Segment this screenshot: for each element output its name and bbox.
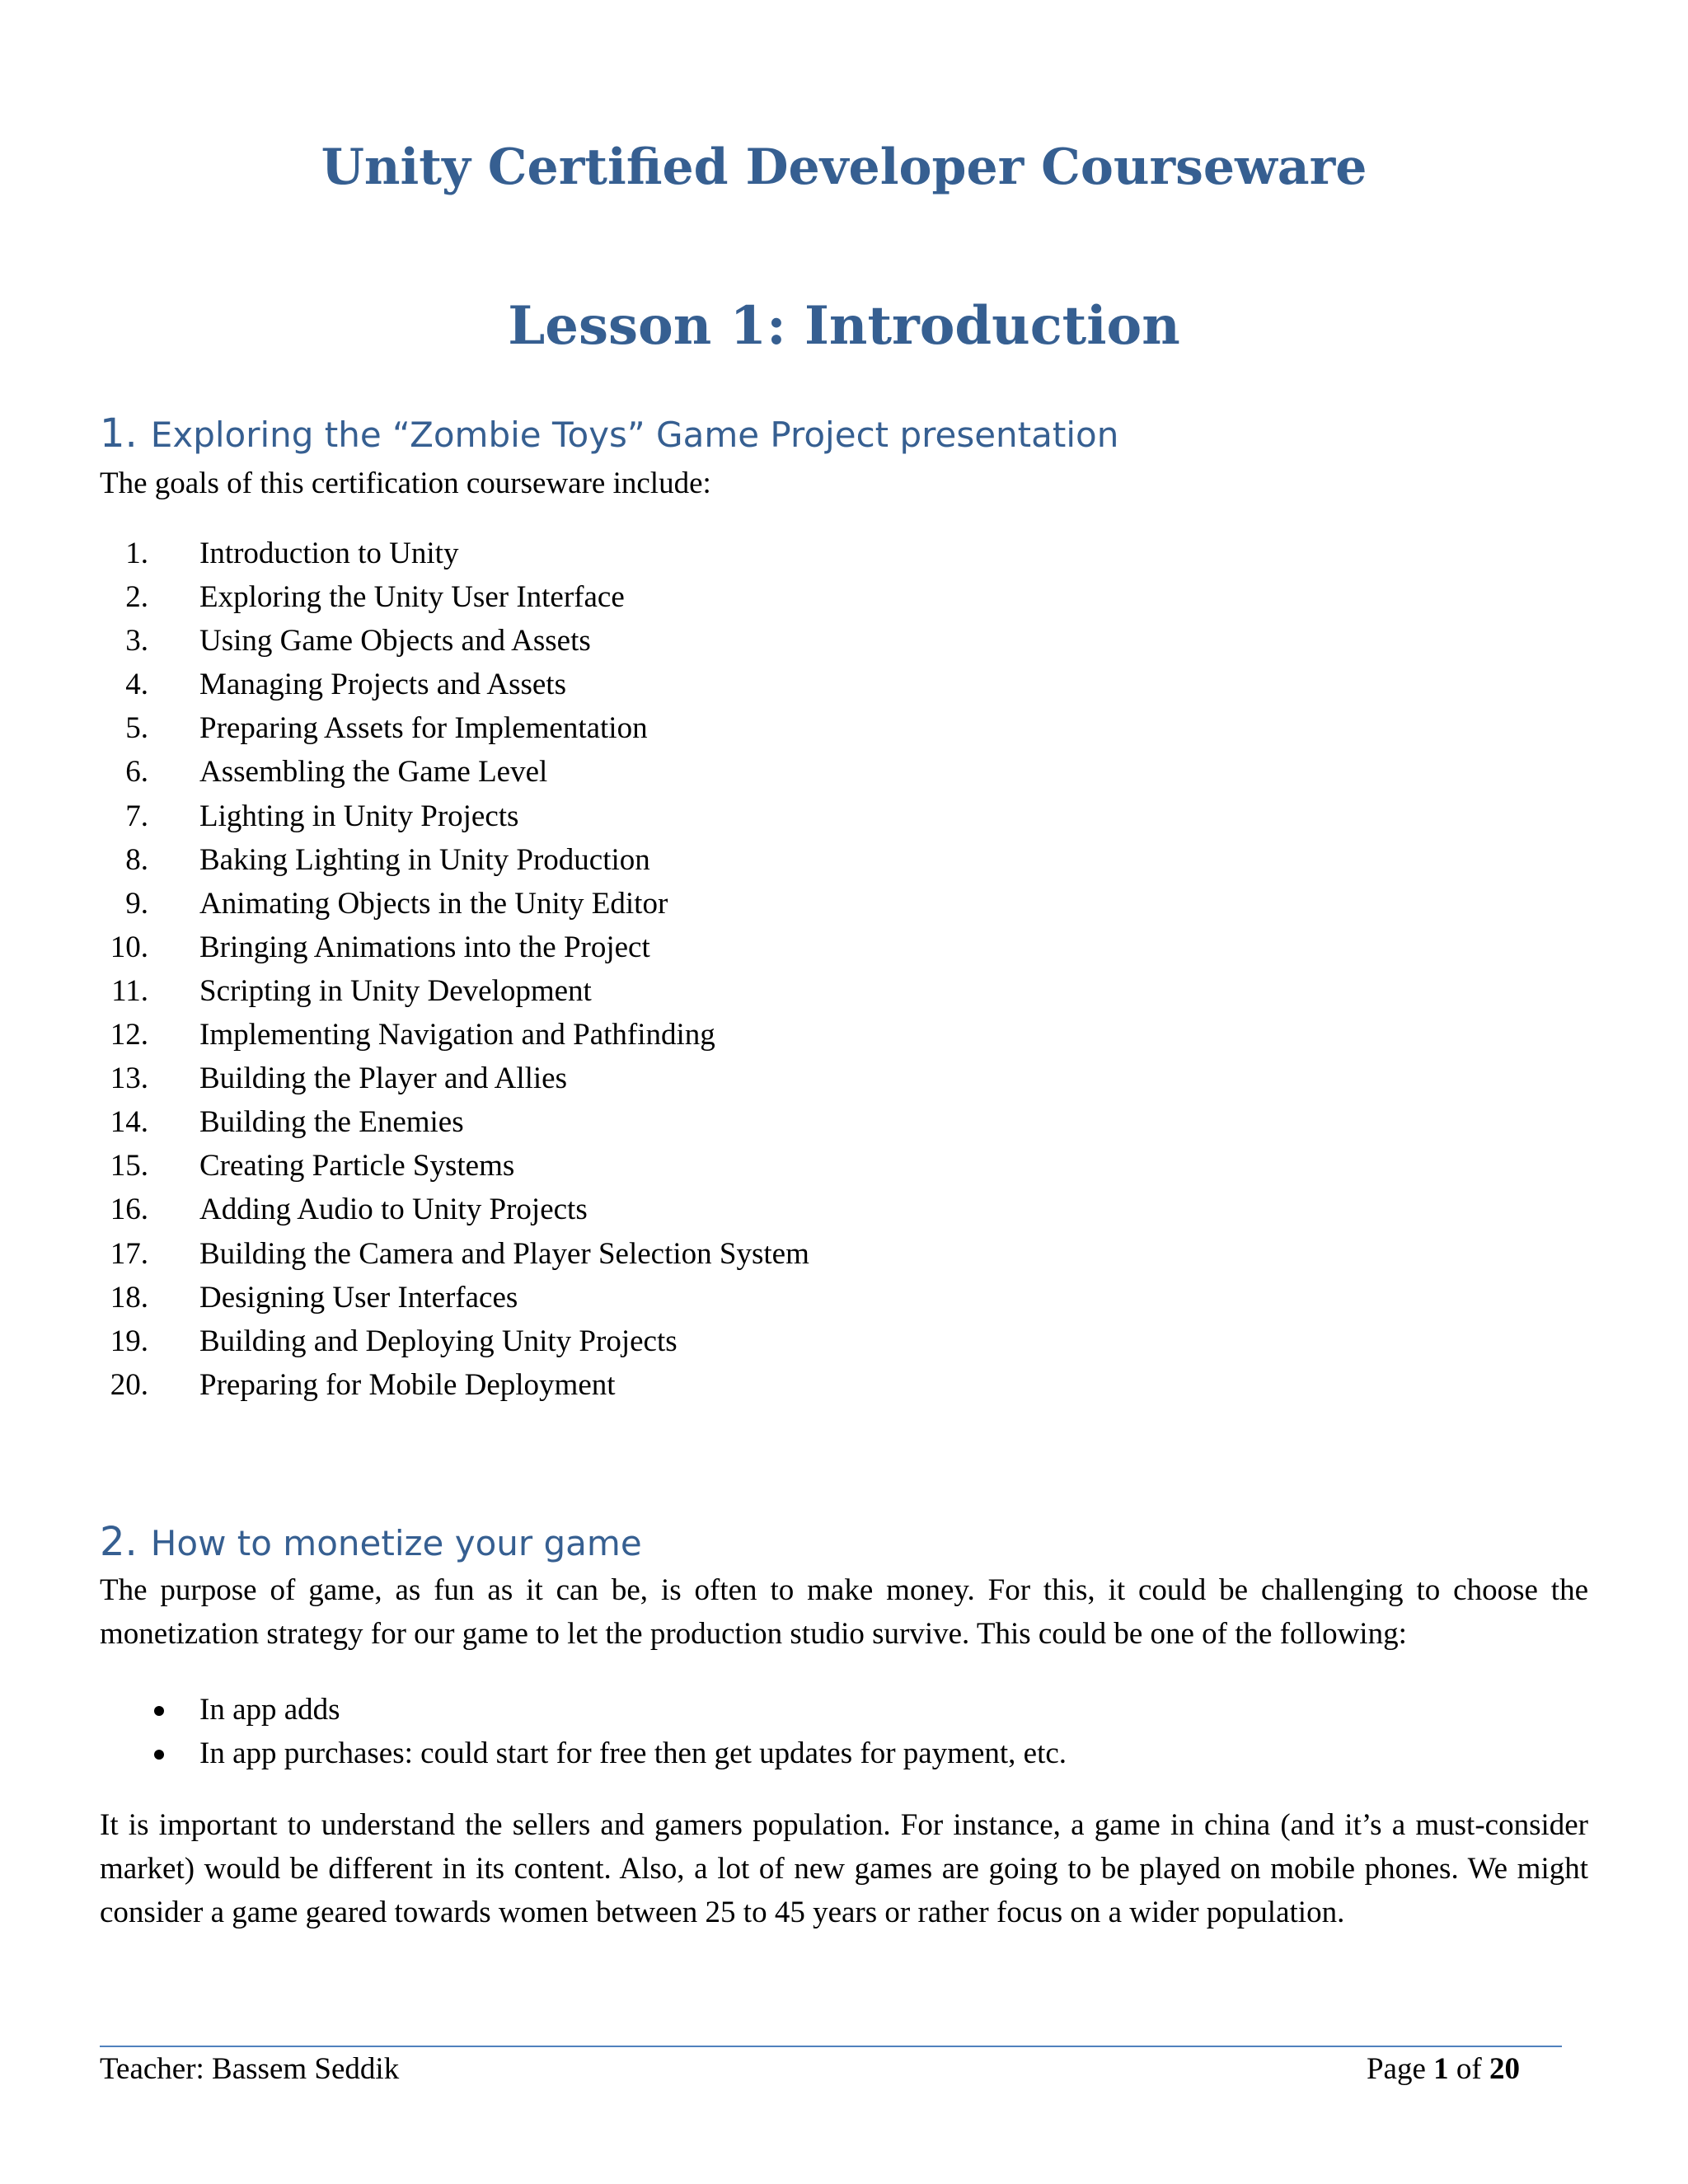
goal-text: Lighting in Unity Projects	[199, 799, 519, 833]
goal-text: Preparing Assets for Implementation	[199, 711, 648, 746]
goal-text: Assembling the Game Level	[199, 755, 548, 790]
goal-number: 1.	[125, 537, 148, 570]
goal-item	[100, 1319, 678, 1363]
goal-number: 19.	[110, 1324, 148, 1358]
goal-number: 14.	[110, 1105, 148, 1140]
goal-text: Implementing Navigation and Pathfinding	[199, 1018, 715, 1052]
goal-number: 3.	[125, 624, 148, 658]
goal-item	[100, 619, 591, 663]
goal-text: Building the Enemies	[199, 1105, 464, 1140]
goal-number: 6.	[125, 755, 148, 790]
goal-text: Using Game Objects and Assets	[199, 624, 591, 658]
goal-text: Building the Player and Allies	[199, 1062, 568, 1096]
goal-text: Bringing Animations into the Project	[199, 930, 650, 964]
goal-number: 16.	[110, 1193, 148, 1227]
goal-number: 4.	[125, 668, 148, 702]
bullet-text: In app adds	[199, 1693, 340, 1727]
goal-item	[100, 532, 459, 575]
footer-page-number	[1367, 2047, 1520, 2091]
goal-item	[100, 1188, 588, 1231]
goal-text: Adding Audio to Unity Projects	[199, 1193, 588, 1227]
page-total: 20	[1489, 2052, 1520, 2086]
goal-number: 12.	[110, 1018, 148, 1052]
page-current: 1	[1433, 2052, 1449, 2086]
goal-item	[100, 794, 519, 838]
section-1-heading	[100, 410, 1118, 458]
goal-item	[100, 882, 668, 926]
goal-text: Managing Projects and Assets	[199, 668, 566, 702]
goal-number: 9.	[125, 886, 148, 921]
goal-text: Creating Particle Systems	[199, 1149, 515, 1183]
goal-item	[100, 706, 648, 750]
goal-number: 17.	[110, 1236, 148, 1271]
monetization-paragraph: The purpose of game, as fun as it can be, is often to make money. For this, it could be challenging to choose the monetization strategy for our game to let the production studio survive. This could be one of the following:	[100, 1573, 1588, 1651]
footer-teacher: Teacher: Bassem Seddik	[100, 2052, 400, 2086]
goal-item	[100, 1232, 809, 1276]
goal-item	[100, 969, 592, 1013]
goal-text: Introduction to Unity	[199, 537, 459, 570]
goal-number: 10.	[110, 930, 148, 964]
bullet-text: In app purchases: could start for free then get updates for payment, etc.	[199, 1736, 1067, 1770]
goal-item	[100, 575, 625, 619]
goal-number: 5.	[125, 711, 148, 746]
goal-text: Building the Camera and Player Selection System	[199, 1236, 809, 1271]
goal-item	[100, 1100, 464, 1144]
section-1-number: 1.	[100, 410, 138, 457]
goal-number: 2.	[125, 580, 148, 615]
goal-number: 15.	[110, 1149, 148, 1183]
goal-text: Preparing for Mobile Deployment	[199, 1367, 616, 1402]
goal-text: Scripting in Unity Development	[199, 973, 592, 1008]
bullet-dot-icon	[154, 1706, 164, 1716]
lesson-title: Lesson 1: Introduction	[508, 295, 1180, 357]
goal-item	[100, 1276, 518, 1319]
goal-number: 18.	[110, 1280, 148, 1315]
goal-item	[100, 1363, 616, 1407]
goal-item	[100, 838, 650, 882]
goal-text: Building and Deploying Unity Projects	[199, 1324, 678, 1358]
section-2-number: 2.	[100, 1519, 138, 1565]
goal-item	[100, 926, 650, 969]
section-2-heading	[100, 1519, 642, 1567]
goal-number: 13.	[110, 1062, 148, 1096]
section-1-heading-text: Exploring the “Zombie Toys” Game Project presentation	[150, 415, 1119, 455]
section-2-heading-text: How to monetize your game	[150, 1523, 642, 1563]
goal-item	[100, 663, 566, 706]
goal-item	[100, 1013, 715, 1057]
page-prefix: Page	[1366, 2052, 1434, 2086]
page-of: of	[1448, 2052, 1489, 2086]
bullet-dot-icon	[154, 1750, 164, 1760]
document-title: Unity Certified Developer Courseware	[321, 138, 1367, 196]
goal-text: Exploring the Unity User Interface	[199, 580, 625, 615]
population-paragraph: It is important to understand the sellers and gamers population. For instance, a game in china (and it’s a must-consider market) would be different in its content. Also, a lot of new games are going to be played on mobile phones. We might consider a game geared towards women between 25 to 45 years or rather focus on a wider population.	[100, 1808, 1588, 1929]
goal-number: 7.	[125, 799, 148, 833]
goal-number: 11.	[111, 973, 148, 1008]
goal-text: Animating Objects in the Unity Editor	[199, 886, 668, 921]
goal-item	[100, 750, 548, 794]
goal-number: 8.	[125, 842, 148, 877]
goal-item	[100, 1144, 515, 1188]
goal-text: Designing User Interfaces	[199, 1280, 518, 1315]
goal-item	[100, 1057, 568, 1100]
goal-number: 20.	[110, 1367, 148, 1402]
goal-text: Baking Lighting in Unity Production	[199, 842, 650, 877]
goals-list	[100, 532, 809, 1407]
section-1-intro: The goals of this certification courseware include:	[100, 466, 711, 500]
